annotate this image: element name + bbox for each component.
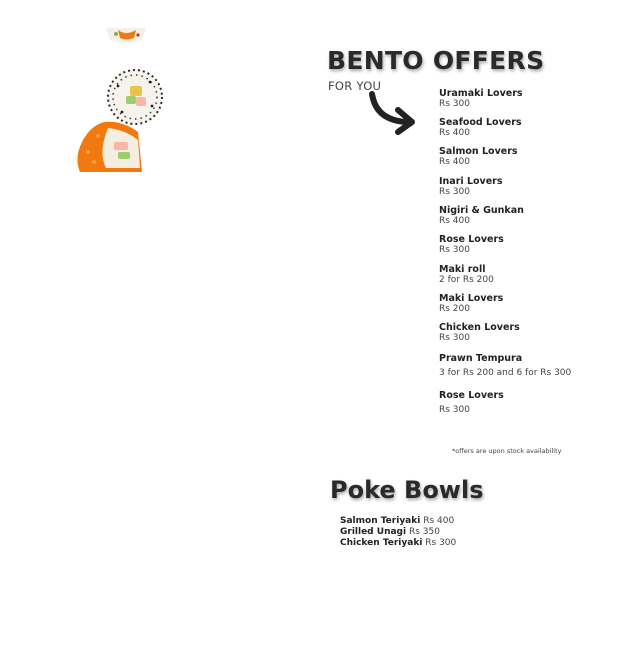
stock-availability-note: *offers are upon stock availability bbox=[452, 447, 562, 455]
list-item bbox=[340, 527, 456, 538]
offer-name: Nigiri & Gunkan bbox=[439, 205, 524, 216]
offer-price: Rs 300 bbox=[439, 187, 470, 197]
offer-price: 2 for Rs 200 bbox=[439, 275, 494, 285]
offer-name: Maki Lovers bbox=[439, 293, 504, 304]
list-item bbox=[340, 538, 456, 549]
offer-price: Rs 300 bbox=[439, 405, 470, 415]
offer-name: Maki roll bbox=[439, 264, 486, 275]
poke-item-price: Rs 400 bbox=[423, 516, 455, 526]
sushi-roll-top-icon bbox=[104, 26, 148, 46]
poke-item-name: Salmon Teriyaki bbox=[340, 516, 421, 526]
bento-offers-title: BENTO OFFERS bbox=[327, 46, 545, 75]
poke-item-price: Rs 300 bbox=[425, 538, 457, 548]
curved-arrow-icon bbox=[366, 90, 420, 136]
offer-name: Chicken Lovers bbox=[439, 322, 520, 333]
offer-price: Rs 400 bbox=[439, 216, 470, 226]
offer-name: Prawn Tempura bbox=[439, 353, 523, 364]
list-item bbox=[439, 234, 504, 256]
poke-bowls-title: Poke Bowls bbox=[330, 476, 484, 504]
list-item bbox=[439, 322, 520, 344]
poke-item-name: Chicken Teriyaki bbox=[340, 538, 423, 548]
list-item bbox=[439, 353, 571, 379]
list-item bbox=[439, 264, 494, 286]
poke-item-name: Grilled Unagi bbox=[340, 527, 407, 537]
offer-price: Rs 300 bbox=[439, 333, 470, 343]
offer-price: Rs 300 bbox=[439, 245, 470, 255]
offer-name: Rose Lovers bbox=[439, 234, 504, 245]
bento-offers-subtitle: FOR YOU bbox=[328, 79, 382, 93]
offer-price: Rs 400 bbox=[439, 128, 470, 138]
list-item bbox=[439, 117, 522, 139]
list-item bbox=[439, 205, 524, 227]
sushi-roll-tobiko-icon bbox=[74, 118, 148, 176]
list-item bbox=[439, 146, 518, 168]
list-item bbox=[439, 88, 523, 110]
offer-name: Seafood Lovers bbox=[439, 117, 522, 128]
poke-bowls-list bbox=[340, 516, 456, 549]
poke-item-price: Rs 350 bbox=[408, 527, 440, 537]
offer-name: Uramaki Lovers bbox=[439, 88, 523, 99]
offer-price: Rs 400 bbox=[439, 157, 470, 167]
offer-price: Rs 300 bbox=[439, 99, 470, 109]
offer-name: Salmon Lovers bbox=[439, 146, 518, 157]
offer-name: Rose Lovers bbox=[439, 390, 504, 401]
offer-name: Inari Lovers bbox=[439, 176, 503, 187]
list-item bbox=[439, 176, 503, 198]
offer-price: Rs 200 bbox=[439, 304, 470, 314]
list-item bbox=[340, 516, 456, 527]
offer-price: 3 for Rs 200 and 6 for Rs 300 bbox=[439, 368, 572, 378]
list-item bbox=[439, 390, 504, 416]
list-item bbox=[439, 293, 503, 315]
